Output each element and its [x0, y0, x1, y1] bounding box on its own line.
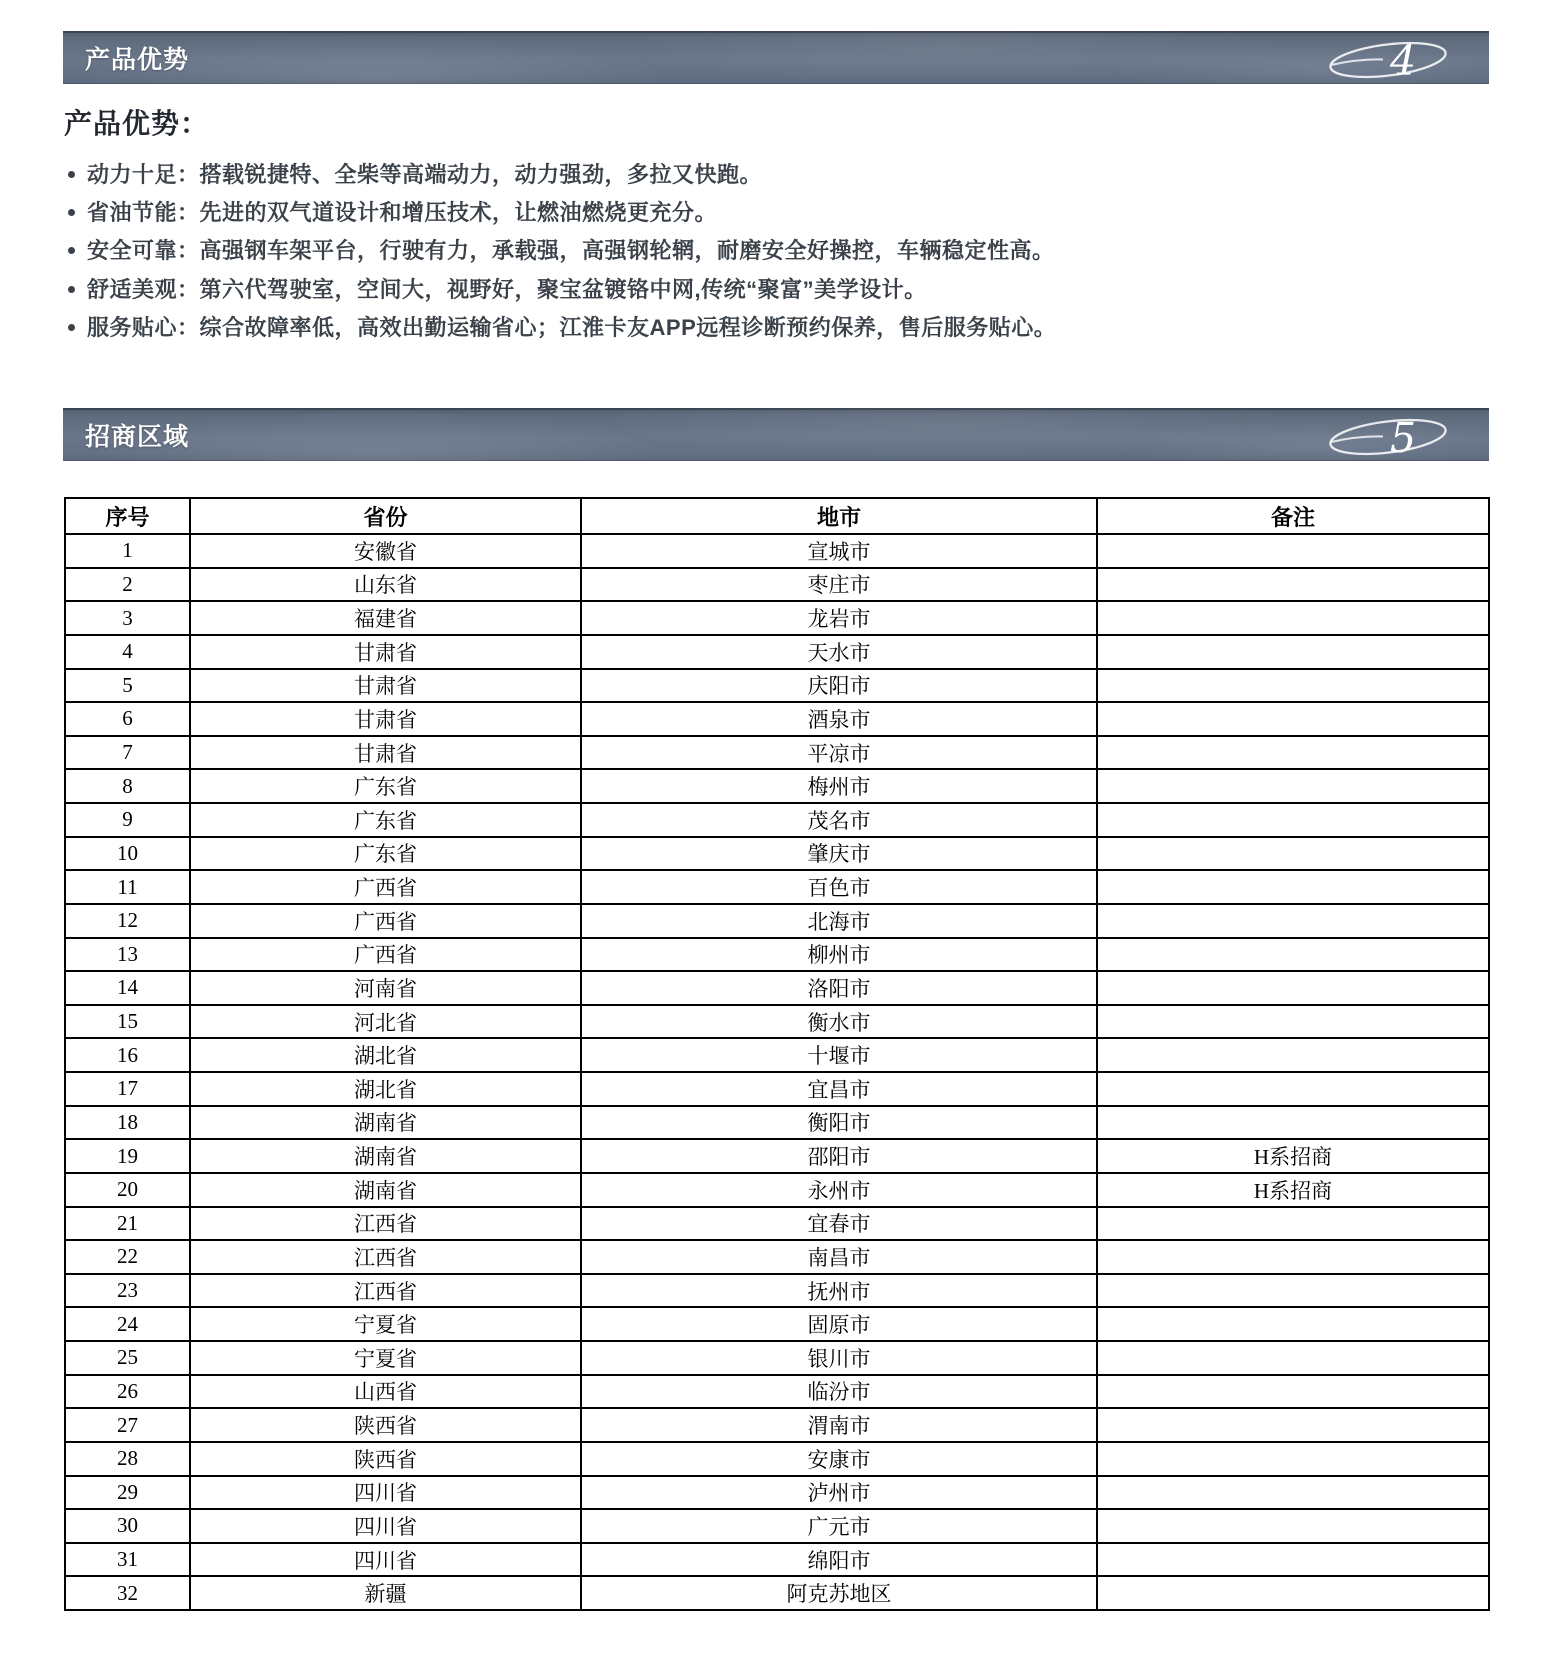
cell-remark: [1097, 1005, 1489, 1039]
cell-remark: [1097, 904, 1489, 938]
table-row: [65, 837, 1489, 871]
cell-remark: [1097, 769, 1489, 803]
cell-index: 32: [65, 1576, 190, 1610]
cell-province: 广西省: [190, 938, 581, 972]
cell-index: 26: [65, 1375, 190, 1409]
cell-city: 宣城市: [581, 534, 1097, 568]
cell-index: 21: [65, 1207, 190, 1241]
table-row: [65, 1038, 1489, 1072]
table-row: [65, 1207, 1489, 1241]
cell-index: 11: [65, 870, 190, 904]
cell-city: 北海市: [581, 904, 1097, 938]
cell-city: 银川市: [581, 1341, 1097, 1375]
cell-city: 龙岩市: [581, 601, 1097, 635]
table-row: [65, 1005, 1489, 1039]
section-banner-recruitment-regions: [63, 408, 1489, 461]
cell-remark: [1097, 568, 1489, 602]
cell-remark: [1097, 1341, 1489, 1375]
table-row: [65, 1442, 1489, 1476]
banner-title: 产品优势: [85, 45, 190, 74]
cell-province: 四川省: [190, 1509, 581, 1543]
cell-city: 宜春市: [581, 1207, 1097, 1241]
cell-index: 6: [65, 702, 190, 736]
table-row: [65, 568, 1489, 602]
table-row: [65, 1072, 1489, 1106]
cell-remark: [1097, 1543, 1489, 1577]
col-header-city: 地市: [581, 498, 1097, 534]
advantages-list: [64, 154, 1484, 346]
col-header-province: 省份: [190, 498, 581, 534]
cell-city: 永州市: [581, 1173, 1097, 1207]
cell-index: 12: [65, 904, 190, 938]
section-banner-product-advantages: [63, 31, 1489, 84]
table-row: [65, 1173, 1489, 1207]
cell-province: 河北省: [190, 1005, 581, 1039]
table-row: [65, 1139, 1489, 1173]
cell-province: 广东省: [190, 769, 581, 803]
table-row: [65, 769, 1489, 803]
cell-remark: [1097, 1307, 1489, 1341]
advantage-label: 动力十足：: [87, 161, 200, 187]
cell-index: 29: [65, 1476, 190, 1510]
page-number-badge: [1291, 31, 1475, 84]
cell-remark: [1097, 534, 1489, 568]
cell-province: 江西省: [190, 1240, 581, 1274]
cell-province: 广东省: [190, 803, 581, 837]
cell-city: 庆阳市: [581, 669, 1097, 703]
banner-title: 招商区域: [85, 422, 190, 451]
bullet-icon: [68, 209, 75, 216]
bullet-icon: [68, 171, 75, 178]
cell-remark: [1097, 736, 1489, 770]
table-row: [65, 1375, 1489, 1409]
cell-province: 湖南省: [190, 1139, 581, 1173]
page-title: 产品优势：: [64, 108, 210, 139]
page-number-badge: [1291, 408, 1475, 461]
cell-city: 南昌市: [581, 1240, 1097, 1274]
handdrawn-oval-icon: [1291, 31, 1475, 84]
col-header-remark: 备注: [1097, 498, 1489, 534]
cell-remark: [1097, 1240, 1489, 1274]
table-row: [65, 1576, 1489, 1610]
cell-city: 安康市: [581, 1442, 1097, 1476]
table-row: [65, 1240, 1489, 1274]
cell-remark: [1097, 1408, 1489, 1442]
cell-index: 13: [65, 938, 190, 972]
cell-remark: H系招商: [1097, 1139, 1489, 1173]
cell-city: 百色市: [581, 870, 1097, 904]
bullet-icon: [68, 247, 75, 254]
advantage-list-item: [64, 269, 1484, 307]
cell-index: 5: [65, 669, 190, 703]
cell-province: 山东省: [190, 568, 581, 602]
table-row: [65, 870, 1489, 904]
cell-index: 14: [65, 971, 190, 1005]
cell-province: 甘肃省: [190, 635, 581, 669]
cell-index: 4: [65, 635, 190, 669]
cell-province: 四川省: [190, 1476, 581, 1510]
advantage-label: 省油节能：: [87, 200, 200, 226]
regions-table: [64, 497, 1490, 1611]
cell-remark: [1097, 1106, 1489, 1140]
cell-city: 平凉市: [581, 736, 1097, 770]
cell-remark: [1097, 1274, 1489, 1308]
cell-city: 宜昌市: [581, 1072, 1097, 1106]
cell-remark: [1097, 971, 1489, 1005]
cell-province: 甘肃省: [190, 669, 581, 703]
bullet-icon: [68, 324, 75, 331]
cell-remark: H系招商: [1097, 1173, 1489, 1207]
cell-province: 湖南省: [190, 1173, 581, 1207]
cell-index: 25: [65, 1341, 190, 1375]
cell-index: 10: [65, 837, 190, 871]
handdrawn-oval-icon: [1291, 408, 1475, 461]
cell-province: 陕西省: [190, 1408, 581, 1442]
advantage-text: 高强钢车架平台，行驶有力，承载强，高强钢轮辋，耐磨安全好操控，车辆稳定性高。: [199, 238, 1055, 264]
advantage-label: 舒适美观：: [87, 276, 200, 302]
cell-city: 柳州市: [581, 938, 1097, 972]
table-row: [65, 534, 1489, 568]
cell-remark: [1097, 803, 1489, 837]
cell-city: 衡水市: [581, 1005, 1097, 1039]
cell-index: 22: [65, 1240, 190, 1274]
cell-index: 2: [65, 568, 190, 602]
advantage-list-item: [64, 308, 1484, 346]
cell-province: 湖北省: [190, 1038, 581, 1072]
table-row: [65, 803, 1489, 837]
regions-table-container: [64, 497, 1490, 1611]
cell-index: 28: [65, 1442, 190, 1476]
cell-province: 江西省: [190, 1274, 581, 1308]
cell-province: 山西省: [190, 1375, 581, 1409]
cell-province: 江西省: [190, 1207, 581, 1241]
table-row: [65, 736, 1489, 770]
cell-index: 8: [65, 769, 190, 803]
cell-remark: [1097, 1509, 1489, 1543]
table-header-row: [65, 498, 1489, 534]
cell-remark: [1097, 702, 1489, 736]
cell-province: 广西省: [190, 870, 581, 904]
cell-city: 固原市: [581, 1307, 1097, 1341]
table-row: [65, 1106, 1489, 1140]
cell-index: 30: [65, 1509, 190, 1543]
advantage-list-item: [64, 192, 1484, 230]
cell-province: 宁夏省: [190, 1341, 581, 1375]
cell-remark: [1097, 1207, 1489, 1241]
cell-city: 十堰市: [581, 1038, 1097, 1072]
table-row: [65, 938, 1489, 972]
page-number-text: 5: [1389, 414, 1417, 461]
cell-remark: [1097, 938, 1489, 972]
cell-city: 衡阳市: [581, 1106, 1097, 1140]
cell-province: 河南省: [190, 971, 581, 1005]
cell-remark: [1097, 1072, 1489, 1106]
cell-index: 9: [65, 803, 190, 837]
cell-remark: [1097, 635, 1489, 669]
cell-province: 甘肃省: [190, 736, 581, 770]
table-row: [65, 1307, 1489, 1341]
advantage-label: 服务贴心：: [87, 315, 200, 341]
table-row: [65, 635, 1489, 669]
cell-city: 茂名市: [581, 803, 1097, 837]
cell-city: 阿克苏地区: [581, 1576, 1097, 1610]
cell-remark: [1097, 1375, 1489, 1409]
table-row: [65, 702, 1489, 736]
cell-index: 3: [65, 601, 190, 635]
cell-remark: [1097, 669, 1489, 703]
cell-remark: [1097, 1038, 1489, 1072]
cell-province: 安徽省: [190, 534, 581, 568]
cell-province: 广东省: [190, 837, 581, 871]
advantage-list-item: [64, 231, 1484, 269]
table-row: [65, 669, 1489, 703]
table-row: [65, 971, 1489, 1005]
advantage-text: 先进的双气道设计和增压技术，让燃油燃烧更充分。: [199, 200, 718, 226]
col-header-index: 序号: [65, 498, 190, 534]
cell-index: 19: [65, 1139, 190, 1173]
cell-city: 天水市: [581, 635, 1097, 669]
cell-city: 肇庆市: [581, 837, 1097, 871]
cell-city: 梅州市: [581, 769, 1097, 803]
cell-province: 新疆: [190, 1576, 581, 1610]
cell-remark: [1097, 870, 1489, 904]
cell-index: 18: [65, 1106, 190, 1140]
cell-index: 7: [65, 736, 190, 770]
advantage-text: 搭载锐捷特、全柴等高端动力，动力强劲，多拉又快跑。: [199, 161, 763, 187]
bullet-icon: [68, 286, 75, 293]
cell-remark: [1097, 1476, 1489, 1510]
cell-city: 邵阳市: [581, 1139, 1097, 1173]
cell-index: 24: [65, 1307, 190, 1341]
cell-province: 湖北省: [190, 1072, 581, 1106]
advantage-text: 第六代驾驶室，空间大，视野好，聚宝盆镀铬中网,传统“聚富”美学设计。: [199, 276, 927, 302]
cell-city: 泸州市: [581, 1476, 1097, 1510]
cell-city: 酒泉市: [581, 702, 1097, 736]
table-row: [65, 601, 1489, 635]
cell-province: 陕西省: [190, 1442, 581, 1476]
cell-city: 枣庄市: [581, 568, 1097, 602]
cell-city: 洛阳市: [581, 971, 1097, 1005]
cell-index: 31: [65, 1543, 190, 1577]
cell-city: 抚州市: [581, 1274, 1097, 1308]
cell-city: 渭南市: [581, 1408, 1097, 1442]
table-row: [65, 904, 1489, 938]
cell-city: 广元市: [581, 1509, 1097, 1543]
cell-province: 甘肃省: [190, 702, 581, 736]
table-row: [65, 1543, 1489, 1577]
cell-city: 绵阳市: [581, 1543, 1097, 1577]
cell-index: 1: [65, 534, 190, 568]
cell-index: 16: [65, 1038, 190, 1072]
cell-province: 宁夏省: [190, 1307, 581, 1341]
cell-city: 临汾市: [581, 1375, 1097, 1409]
cell-remark: [1097, 601, 1489, 635]
page-number-text: 4: [1389, 37, 1417, 84]
table-row: [65, 1509, 1489, 1543]
cell-index: 20: [65, 1173, 190, 1207]
cell-remark: [1097, 837, 1489, 871]
table-row: [65, 1274, 1489, 1308]
cell-index: 23: [65, 1274, 190, 1308]
table-row: [65, 1341, 1489, 1375]
cell-index: 27: [65, 1408, 190, 1442]
advantage-label: 安全可靠：: [87, 238, 200, 264]
cell-remark: [1097, 1442, 1489, 1476]
table-row: [65, 1476, 1489, 1510]
advantage-list-item: [64, 154, 1484, 192]
cell-index: 15: [65, 1005, 190, 1039]
cell-province: 广西省: [190, 904, 581, 938]
table-row: [65, 1408, 1489, 1442]
cell-province: 福建省: [190, 601, 581, 635]
cell-province: 湖南省: [190, 1106, 581, 1140]
cell-index: 17: [65, 1072, 190, 1106]
cell-remark: [1097, 1576, 1489, 1610]
advantage-text: 综合故障率低，高效出勤运输省心；江淮卡友APP远程诊断预约保养，售后服务贴心。: [199, 315, 1057, 341]
cell-province: 四川省: [190, 1543, 581, 1577]
